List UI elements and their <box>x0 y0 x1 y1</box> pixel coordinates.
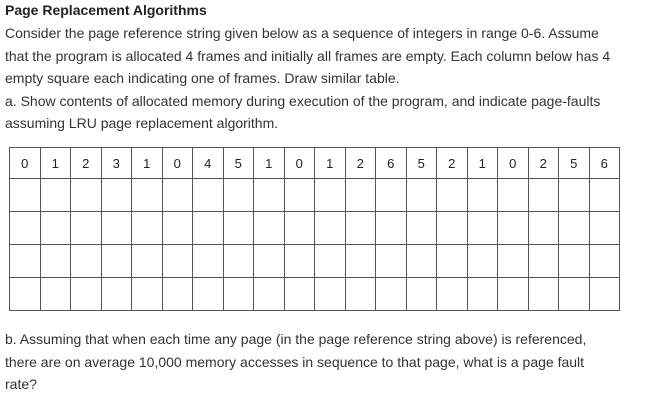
reference-cell: 5 <box>223 148 254 179</box>
frame-cell[interactable] <box>193 278 224 311</box>
reference-cell: 5 <box>406 148 437 179</box>
reference-cell: 6 <box>376 148 407 179</box>
frame-cell[interactable] <box>528 212 559 245</box>
frame-cell[interactable] <box>406 245 437 278</box>
frame-cell[interactable] <box>315 278 346 311</box>
page-reference-table <box>9 147 620 311</box>
frame-cell[interactable] <box>254 278 285 311</box>
reference-cell: 0 <box>498 148 529 179</box>
question-b-line: b. Assuming that when each time any page (in the page reference string above) is referenced, <box>5 331 587 347</box>
frame-cell[interactable] <box>284 212 315 245</box>
frame-cell[interactable] <box>223 245 254 278</box>
question-b-paragraph <box>5 328 586 396</box>
frame-cell[interactable] <box>284 245 315 278</box>
frame-cell[interactable] <box>498 245 529 278</box>
frame-cell[interactable] <box>559 278 590 311</box>
frame-cell[interactable] <box>101 179 132 212</box>
reference-cell: 1 <box>467 148 498 179</box>
frame-cell[interactable] <box>589 245 620 278</box>
frame-row <box>10 212 620 245</box>
frame-cell[interactable] <box>376 179 407 212</box>
frame-cell[interactable] <box>467 179 498 212</box>
frame-cell[interactable] <box>254 245 285 278</box>
reference-cell: 0 <box>162 148 193 179</box>
frame-cell[interactable] <box>376 212 407 245</box>
frame-cell[interactable] <box>406 212 437 245</box>
reference-cell: 2 <box>345 148 376 179</box>
frame-cell[interactable] <box>345 212 376 245</box>
reference-string-row <box>10 148 620 179</box>
intro-line: assuming LRU page replacement algorithm. <box>5 115 279 132</box>
frame-cell[interactable] <box>528 245 559 278</box>
reference-cell: 0 <box>10 148 41 179</box>
frame-cell[interactable] <box>10 245 41 278</box>
frame-cell[interactable] <box>284 179 315 212</box>
reference-cell: 4 <box>193 148 224 179</box>
question-b-line: there are on average 10,000 memory accesses in sequence to that page, what is a page fault <box>5 353 585 370</box>
frame-cell[interactable] <box>193 179 224 212</box>
frame-cell[interactable] <box>345 245 376 278</box>
frame-cell[interactable] <box>284 278 315 311</box>
frame-cell[interactable] <box>101 212 132 245</box>
reference-cell: 1 <box>132 148 163 179</box>
frame-cell[interactable] <box>40 245 71 278</box>
frame-row <box>10 278 620 311</box>
intro-line: that the program is allocated 4 frames and initially all frames are empty. Each column below has 4 <box>5 47 611 64</box>
frame-cell[interactable] <box>40 179 71 212</box>
frame-cell[interactable] <box>437 212 468 245</box>
frame-cell[interactable] <box>498 278 529 311</box>
reference-cell: 1 <box>40 148 71 179</box>
frame-row <box>10 245 620 278</box>
reference-cell: 3 <box>101 148 132 179</box>
frame-cell[interactable] <box>406 278 437 311</box>
frame-cell[interactable] <box>162 212 193 245</box>
frame-cell[interactable] <box>437 278 468 311</box>
frame-cell[interactable] <box>406 179 437 212</box>
reference-cell: 0 <box>284 148 315 179</box>
frame-cell[interactable] <box>71 179 102 212</box>
frame-cell[interactable] <box>223 179 254 212</box>
frame-cell[interactable] <box>71 245 102 278</box>
frame-cell[interactable] <box>376 245 407 278</box>
frame-cell[interactable] <box>254 212 285 245</box>
frame-cell[interactable] <box>559 245 590 278</box>
frame-cell[interactable] <box>162 245 193 278</box>
frame-cell[interactable] <box>467 278 498 311</box>
frame-cell[interactable] <box>559 179 590 212</box>
frame-cell[interactable] <box>132 212 163 245</box>
frame-cell[interactable] <box>315 212 346 245</box>
frame-cell[interactable] <box>132 278 163 311</box>
frame-cell[interactable] <box>345 278 376 311</box>
frame-cell[interactable] <box>467 212 498 245</box>
frame-cell[interactable] <box>71 212 102 245</box>
frame-cell[interactable] <box>437 179 468 212</box>
frame-cell[interactable] <box>101 278 132 311</box>
reference-cell: 1 <box>315 148 346 179</box>
reference-cell: 6 <box>589 148 620 179</box>
frame-cell[interactable] <box>223 212 254 245</box>
frame-cell[interactable] <box>193 212 224 245</box>
page-title: Page Replacement Algorithms <box>5 2 207 18</box>
frame-cell[interactable] <box>10 179 41 212</box>
frame-cell[interactable] <box>40 278 71 311</box>
frame-cell[interactable] <box>589 179 620 212</box>
frame-cell[interactable] <box>376 278 407 311</box>
frame-cell[interactable] <box>10 212 41 245</box>
frame-cell[interactable] <box>101 245 132 278</box>
reference-cell: 2 <box>528 148 559 179</box>
frame-cell[interactable] <box>254 179 285 212</box>
frame-cell[interactable] <box>223 278 254 311</box>
frame-cell[interactable] <box>528 278 559 311</box>
frame-cell[interactable] <box>467 245 498 278</box>
frame-cell[interactable] <box>498 212 529 245</box>
frame-cell[interactable] <box>71 278 102 311</box>
intro-line: empty square each indicating one of frames. Draw similar table. <box>5 70 400 87</box>
reference-cell: 5 <box>559 148 590 179</box>
question-b-line: rate? <box>5 376 37 393</box>
reference-cell: 1 <box>254 148 285 179</box>
frame-cell[interactable] <box>315 179 346 212</box>
frame-cell[interactable] <box>589 278 620 311</box>
frame-cell[interactable] <box>132 245 163 278</box>
frame-cell[interactable] <box>162 179 193 212</box>
frame-cell[interactable] <box>559 212 590 245</box>
frame-cell[interactable] <box>437 245 468 278</box>
frame-cell[interactable] <box>193 245 224 278</box>
frame-cell[interactable] <box>528 179 559 212</box>
frame-cell[interactable] <box>162 278 193 311</box>
frame-cell[interactable] <box>10 278 41 311</box>
intro-line: Consider the page reference string given below as a sequence of integers in range 0-6. Assume <box>5 25 599 41</box>
reference-cell: 2 <box>71 148 102 179</box>
frame-cell[interactable] <box>589 212 620 245</box>
frame-cell[interactable] <box>498 179 529 212</box>
intro-paragraph <box>5 22 610 135</box>
frame-cell[interactable] <box>132 179 163 212</box>
frame-cell[interactable] <box>315 245 346 278</box>
frame-row <box>10 179 620 212</box>
frame-cell[interactable] <box>345 179 376 212</box>
reference-cell: 2 <box>437 148 468 179</box>
frame-cell[interactable] <box>40 212 71 245</box>
intro-line: a. Show contents of allocated memory during execution of the program, and indicate page-faults <box>5 92 601 109</box>
